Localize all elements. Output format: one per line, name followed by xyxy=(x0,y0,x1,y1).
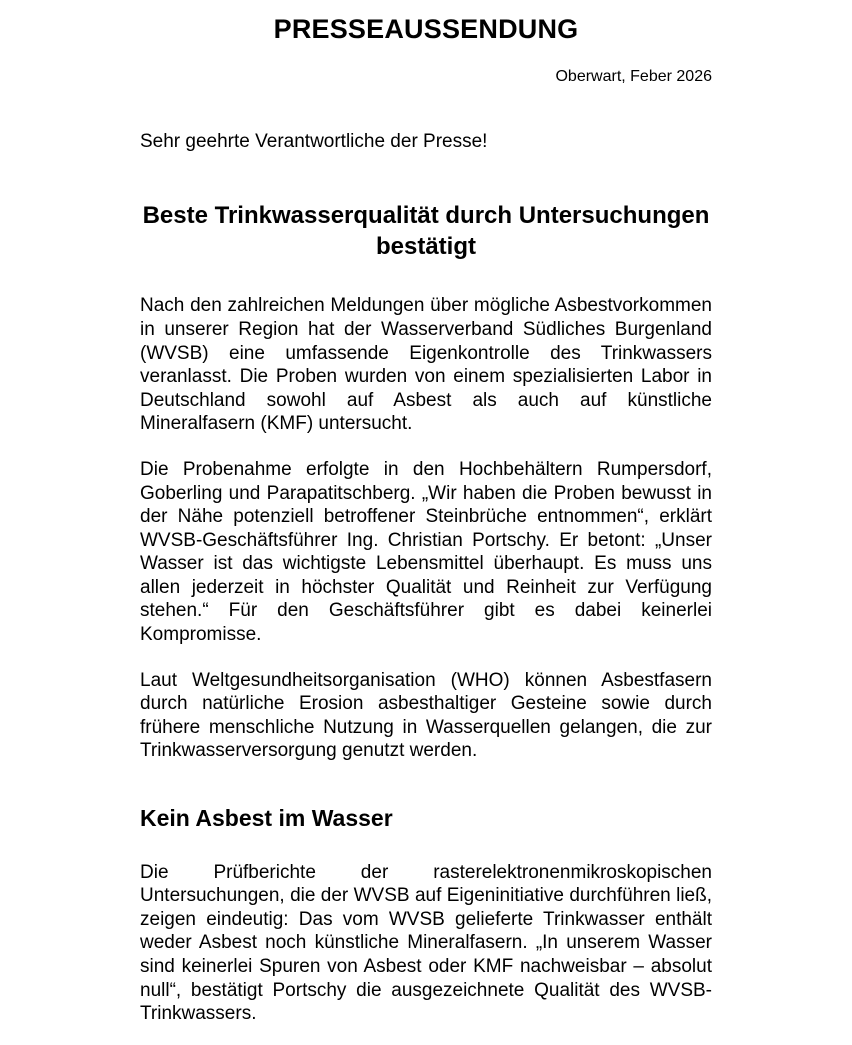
body-paragraph: Die Prüfberichte der rasterelektronenmikroskopischen Untersuchungen, die der WVSB auf Eigeninitiative durchführen ließ, zeigen eindeutig: Das vom WVSB gelieferte Trinkwasser enthält weder Asbest noch künstliche Mineralfasern. „In unserem Wasser sind keinerlei Spuren von Asbest oder KMF nachweisbar – absolut null“, bestätigt Portschy die ausgezeichnete Qualität des WVSB-Trinkwassers. xyxy=(140,861,712,1025)
body-paragraph: Die Probenahme erfolgte in den Hochbehältern Rumpersdorf, Goberling und Parapatitschberg. „Wir haben die Proben bewusst in der Nähe potenziell betroffener Steinbrüche entnommen“, erklärt WVSB-Geschäftsführer Ing. Christian Portschy. Er betont: „Unser Wasser ist das wichtigste Lebensmittel überhaupt. Es muss uns allen jederzeit in höchster Qualität und Reinheit zur Verfügung stehen.“ Für den Geschäftsführer gibt es dabei keinerlei Kompromisse. xyxy=(140,458,712,646)
document-title: PRESSEAUSSENDUNG xyxy=(273,14,579,44)
salutation: Sehr geehrte Verantwortliche der Presse! xyxy=(140,131,488,153)
article-headline: Beste Trinkwasserqualität durch Untersuchungen bestätigt xyxy=(142,201,710,261)
body-paragraph: Laut Weltgesundheitsorganisation (WHO) können Asbestfasern durch natürliche Erosion asbesthaltiger Gesteine sowie durch frühere menschliche Nutzung in Wasserquellen gelangen, die zur Trinkwasserversorgung genutzt werden. xyxy=(140,669,712,762)
body-paragraph: Nach den zahlreichen Meldungen über mögliche Asbestvorkommen in unserer Region hat der Wasserverband Südliches Burgenland (WVSB) eine umfassende Eigenkontrolle des Trinkwassers veranlasst. Die Proben wurden von einem spezialisierten Labor in Deutschland sowohl auf Asbest als auch auf künstliche Mineralfasern (KMF) untersucht. xyxy=(140,295,712,435)
section-heading: Kein Asbest im Wasser xyxy=(140,805,393,832)
document-text-column xyxy=(140,0,712,1045)
dateline: Oberwart, Feber 2026 xyxy=(555,68,712,86)
